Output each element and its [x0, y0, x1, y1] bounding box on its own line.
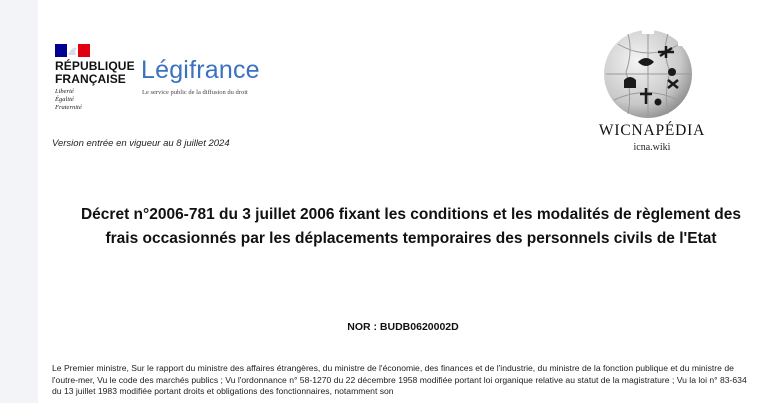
- document-page: [38, 0, 768, 403]
- republic-name-line1: RÉPUBLIQUE: [55, 59, 135, 73]
- version-note: Version entrée en vigueur au 8 juillet 2024: [52, 138, 230, 149]
- legifrance-brand: Légifrance: [141, 56, 260, 84]
- nor-reference: NOR : BUDB0620002D: [347, 321, 459, 333]
- motto-line1: Liberté: [55, 88, 74, 95]
- motto-line3: Fraternité: [55, 104, 82, 111]
- decree-title: Décret n°2006-781 du 3 juillet 2006 fixant les conditions et les modalités de règlement des frais occasionnés par les déplacements temporaires des personnels civils de l'Etat: [80, 206, 742, 247]
- puzzle-globe-icon: [598, 22, 698, 122]
- national-motto: [55, 88, 82, 112]
- wicnapedia-url: icna.wiki: [633, 142, 671, 153]
- brand-subtitle: Le service public de la diffusion du droit: [142, 89, 248, 96]
- republique-francaise-logo: [55, 60, 135, 85]
- republic-name-line2: FRANÇAISE: [55, 71, 126, 86]
- motto-line2: Égalité: [55, 96, 74, 103]
- french-flag-icon: [55, 44, 90, 57]
- wicnapedia-wordmark: WICNAPÉDIA: [598, 122, 706, 139]
- decree-body-text: Le Premier ministre, Sur le rapport du ministre des affaires étrangères, du ministre de l'économie, des finances et de l'industrie, du ministre de la fonction publique et du ministre de l'outre-mer, Vu le code des marchés publics ; Vu l'ordonnance n° 58-1270 du 22 décembre 1958 modifiée portant loi organique relative au statut de la magistrature ; Vu la loi n° 83-634 du 13 juillet 1983 modifiée portant droits et obligations des fonctionnaires, notamment son: [52, 363, 747, 396]
